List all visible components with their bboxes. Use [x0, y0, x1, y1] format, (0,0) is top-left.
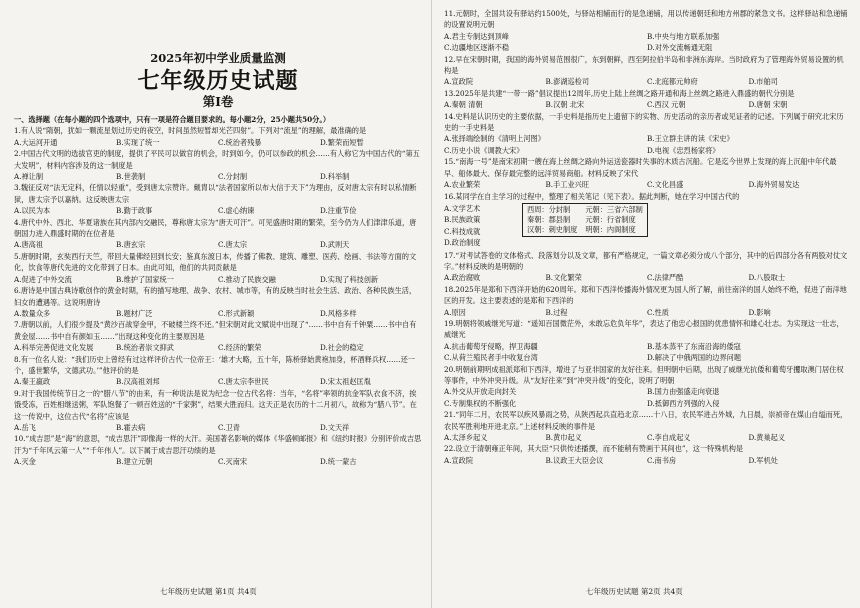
answer-option: D.科举制: [320, 172, 350, 182]
question-stem: 18.2025年是郑和下西洋开始的620周年。郑和下西洋传播海外情况更为国人所了解，前往南洋的国人始终不绝，促进了南洋地区的开发。这主要表述的是郑和下西洋的: [444, 284, 847, 306]
option-row: [444, 432, 850, 443]
answer-option: B.手工业兴旺: [545, 180, 590, 190]
answer-option: A.秦王嬴政: [14, 377, 51, 387]
question-item: [14, 251, 422, 285]
answer-option: A.大运河开通: [14, 137, 58, 147]
answer-option: D.唐朝 宋朝: [748, 100, 788, 110]
answer-option: D.军机处: [748, 455, 778, 465]
question-item: [14, 319, 422, 353]
question-item: [14, 182, 422, 216]
right-question-list: [444, 8, 850, 466]
answer-option: C.从荷兰殖民者手中收复台湾: [444, 353, 538, 363]
question-item: [14, 285, 422, 319]
answer-option: B.王立群主讲的读《宋史》: [647, 134, 734, 144]
answer-option: C.虚心纳谏: [218, 206, 255, 216]
exam-title: 2025年初中学业质量监测: [150, 51, 286, 65]
option-row: [444, 42, 850, 53]
answer-option: A.宣政院: [444, 77, 474, 87]
question-stem: 7.唐朝以前，人们很少提及“黄沙百战穿金甲，不破楼兰终不还。”但宋朝对此文赋说中出现了“……书中自有千钟粟……书中自有黄金屋……书中自有颜如玉……”出现这种变化的主要原因是: [14, 320, 417, 341]
question-stem: 5.唐朝时期，玄奘西行天竺，带回大量佛经回到长安；鉴真东渡日本，传播了佛教、建筑、雕塑、医药、绘画、书法等方面的文化，饮食等唐代先进的文化带到了日本。由此可知，他们的共同贡献是: [14, 251, 417, 273]
answer-option: B.过程: [545, 307, 568, 317]
question-stem: 8.有一位名人说：“我们历史上曾经有过这样评价古代一位帝王：‘雄才大略，五十年，陈桥驿始黄袍加身，杯酒释兵权……还一个，盛世繁华，文德武功。’”他评价的是: [14, 354, 415, 375]
option-row: [14, 239, 422, 250]
answer-option: D.市舶司: [748, 77, 778, 87]
notes-table: [522, 203, 648, 237]
notes-table-cell: 元朝：行省制度: [585, 214, 636, 224]
answer-option: B.民族政策: [444, 215, 481, 225]
question-stem: 4.唐代中外、西北、华夏诸族在其内部内交融民，尊称唐太宗为“唐天可汗”。可见盛唐时期的繁荣，至今仍为人们津津乐道，唐朝国力进入鼎盛时期的在位者是: [14, 217, 417, 239]
answer-option: B.汉朝 北宋: [545, 100, 585, 110]
notes-table-cell: 元朝：三省六部制: [585, 204, 643, 214]
answer-option: D.解决了中俄两国的边界问题: [647, 353, 742, 363]
question-item: [444, 364, 850, 410]
notes-table-cell: 秦朝：郡县制: [527, 214, 571, 224]
left-column: [14, 76, 422, 468]
option-row: [444, 145, 850, 156]
answer-option: B.勤于政事: [116, 206, 153, 216]
answer-option: D.注重节俭: [320, 206, 357, 216]
q16-materials: [444, 203, 850, 249]
option-row: [14, 274, 422, 285]
option-row: [14, 376, 422, 387]
answer-option: C.灭南宋: [218, 457, 248, 467]
question-stem: 15.“南海一号”是南宋初期一艘在海上丝绸之路向外运送瓷器时失事的木质古沉船。它是迄今世界上发现的海上沉船中年代最早、船体最大、保存最完整的远洋贸易商船。材料反映了宋代: [444, 157, 837, 178]
notes-table-cell: 明朝：内阁制度: [585, 224, 636, 234]
answer-option: A.农业繁荣: [444, 180, 481, 190]
answer-option: C.卫青: [218, 422, 240, 432]
answer-option: D.武则天: [320, 240, 350, 250]
option-row: [444, 31, 850, 42]
answer-option: A.抗击葡萄牙侵略，捍卫海疆: [444, 341, 538, 351]
answer-option: D.影响: [748, 307, 771, 317]
answer-option: A.政治腐败: [444, 273, 481, 283]
question-stem: 17.“对考试答卷的文体格式、段落划分以及文章，都有严格规定，一篇文章必须分成八个部分，其中的后四部分各有两股对仗文字。”材料反映的是明朝的: [444, 250, 848, 271]
left-question-list: [14, 125, 422, 467]
question-stem: 11.元朝时，全国共设有驿站约1500处，与驿站相辅而行的是急递铺，用以传递朝廷和地方州郡的紧急文书。这样驿站和急递铺的设置说明元朝: [444, 9, 848, 30]
answer-option: C.北庭都元帅府: [647, 77, 698, 87]
answer-option: D.繁荣而短暂: [320, 137, 364, 147]
question-item: [14, 433, 422, 467]
answer-option: D.风格多样: [320, 308, 357, 318]
option-row: [444, 455, 850, 466]
answer-option: C.推动了民族交融: [218, 274, 276, 284]
answer-option: D.海外贸易发达: [748, 180, 800, 190]
question-item: [444, 88, 850, 111]
answer-option: C.科技成就: [444, 226, 481, 236]
answer-option: B.议政王大臣会议: [545, 455, 604, 465]
answer-option: B.建立元朝: [116, 457, 153, 467]
answer-option: A.促进了中外交流: [14, 274, 72, 284]
question-stem: 12.早在宋朝时期，我国的海外贸易范围很广，东到朝鲜，西至阿拉伯半岛和非洲东海岸。当时政府为了管理海外贸易设置的机构是: [444, 54, 844, 76]
question-item: [14, 125, 422, 148]
option-row: [444, 386, 850, 397]
section-instructions: 一、选择题（在每小题的四个选项中，只有一项是符合题目要求的。每小题2分，25小题共50分。）: [14, 115, 331, 124]
exam-subject-title: 七年级历史试题: [137, 68, 299, 94]
answer-option: A.数量众多: [14, 308, 51, 318]
question-stem: 22.设立于清朝雍正年间，其大臣“只供传述播撰，而不能稍有赞画于其间也”，这一特殊机构是: [444, 444, 744, 454]
answer-option: C.南书房: [647, 455, 677, 465]
option-row: [14, 137, 422, 148]
answer-option: B.黄巾起义: [545, 433, 582, 443]
answer-option: B.统治者崇文抑武: [116, 343, 174, 353]
option-row: [14, 205, 422, 216]
exam-part-label: 第Ⅰ卷: [202, 94, 234, 109]
notes-table-cell: 汉朝：刺史制度: [527, 224, 578, 234]
answer-option: C.专制集权的不断强化: [444, 398, 517, 408]
question-stem: 13.2025年是共建“一带一路”倡议提出12周年,历史上陆上丝绸之路开通和海上丝绸之路进入鼎盛的朝代分别是: [444, 88, 795, 98]
answer-option: D.文天祥: [320, 422, 350, 432]
question-stem: 6.唐诗是中国古典诗歌创作的黄金时期，有的描写地理、战争、农村、城市等，有的反映当时社会生活、政治、各种民族生活，妇女的遭遇等。这说明唐诗: [14, 286, 417, 307]
answer-option: A.禅让制: [14, 172, 44, 182]
question-item: [444, 8, 850, 54]
answer-option: D.对外交流畅通无阻: [647, 43, 713, 53]
answer-option: C.李自成起义: [647, 433, 691, 443]
answer-option: C.边疆地区逐渐不稳: [444, 43, 510, 53]
answer-option: A.外交从开放走向封关: [444, 387, 517, 397]
answer-option: B.世袭制: [116, 172, 146, 182]
answer-option: B.中央与地方联系加强: [647, 31, 720, 41]
option-row: [14, 171, 422, 182]
answer-option: A.岳飞: [14, 422, 36, 432]
answer-option: D.抵御西方列强的入侵: [647, 398, 720, 408]
answer-option: A.宣政院: [444, 455, 474, 465]
option-row: [14, 342, 422, 353]
answer-option: D.社会的稳定: [320, 343, 364, 353]
answer-option: A.张择端绘制的《清明上河图》: [444, 134, 545, 144]
option-row: [14, 456, 422, 467]
option-row: [444, 76, 850, 87]
option-row: [444, 133, 850, 144]
answer-option: D.统一蒙古: [320, 457, 357, 467]
answer-option: A.以民为本: [14, 206, 51, 216]
answer-option: A.灭金: [14, 457, 36, 467]
answer-option: C.历史小说《调教大宋》: [444, 145, 524, 155]
question-item: [444, 318, 850, 364]
answer-option: D.宋太祖赵匡胤: [320, 377, 371, 387]
answer-option: B.题材广泛: [116, 308, 153, 318]
answer-option: C.分封制: [218, 172, 248, 182]
right-column: [444, 8, 850, 466]
answer-option: C.唐太宗: [218, 240, 248, 250]
question-item: [444, 54, 850, 88]
question-item: [444, 250, 850, 284]
question-stem: 3.魏征反对“法无定科，任情以轻重”，受到唐太宗赞许。戴胄以“法者国家所以布大信于天下”为理由，反对唐太宗有时以私情断狱，唐太宗予以嘉纳。这反映唐太宗: [14, 183, 417, 204]
option-row: [444, 398, 850, 409]
question-stem: 10.“成吉思”是“海”的意思，“成吉思汗”即像海一样的大汗。美国著名影响的媒体《华盛顿邮报》和《纽约时报》分别评价成吉思汗为“千年风云第一人”“千年伟人”。以下属于成吉思汗功绩的是: [14, 434, 422, 455]
question-item: [444, 111, 850, 157]
answer-option: A.太泽乡起义: [444, 433, 488, 443]
answer-option: D.政治制度: [444, 238, 481, 248]
page-fold: [431, 0, 432, 608]
option-row: [14, 308, 422, 319]
question-stem: 14.史料是认识历史的主要依据，一手史料是指历史上遗留下的实物、历史活动的亲历者或见证者的记述。下列属于研究北宋历史的一手史料是: [444, 111, 844, 133]
footer-left: 七年级历史试题 第1页 共4页: [160, 587, 257, 596]
answer-option: C.经济的繁荣: [218, 343, 262, 353]
answer-option: C.文化昌盛: [647, 180, 684, 190]
q16-options: [444, 203, 514, 249]
footer-right: 七年级历史试题 第2页 共4页: [586, 587, 683, 596]
option-row: [444, 272, 850, 283]
answer-option: A.原因: [444, 307, 466, 317]
answer-option: A.秦朝 清朝: [444, 100, 483, 110]
answer-option: C.形式新颖: [218, 308, 255, 318]
answer-option: C.统治者残暴: [218, 137, 262, 147]
question-item: [444, 156, 850, 190]
option-row: [444, 179, 850, 190]
answer-option: A.文学艺术: [444, 203, 481, 213]
answer-option: C.性质: [647, 307, 669, 317]
notes-table-cell: 西周：分封制: [527, 204, 571, 214]
question-stem: 9.对于我国传统节日之一的“腊八节”的由来，有一种说法是说为纪念一位古代名将：当年，“名将”率领的抗金军队衣食不济，挨饿受冻，百姓相继送粥，军队饱餐了一顿百姓送的“千家粥”，结果大胜而归。这天正是农历的十二月初八，故称为“腊八节”。在这一传说中，这位古代“名将”应该是: [14, 388, 417, 421]
answer-option: C.唐太宗李世民: [218, 377, 269, 387]
question-stem: 19.明朝将领戚继光写道：“遥知百国微茫外，未敢忘危负年华”，表达了他忠心报国的优患情怀和雄心壮志。为实现这一壮志，威继光: [444, 318, 844, 340]
option-row: [444, 341, 850, 352]
answer-option: C.法律严酷: [647, 273, 684, 283]
option-row: [14, 422, 422, 433]
question-item: [444, 409, 850, 443]
option-row: [444, 99, 850, 110]
question-item: [14, 354, 422, 388]
answer-option: B.国力由强盛走向衰退: [647, 387, 720, 397]
answer-option: B.霍去病: [116, 422, 146, 432]
answer-option: B.汉高祖刘邦: [116, 377, 160, 387]
question-stem: 20.明朝前期明成祖派郑和下西洋，增进了与亚非国家的友好往来。但明朝中后期，出现了威继光抗倭和葡萄牙攫取澳门居住权等事件，中外冲突升级。从“友好往来”到“冲突升级”的变化，说明了明朝: [444, 364, 844, 385]
answer-option: B.文化繁荣: [545, 273, 582, 283]
answer-option: D.黄巢起义: [748, 433, 786, 443]
question-stem: 1.有人说“隋朝，犹如一颗流星划过历史的夜空，时间虽然短暂却光芒四射”。下列对“流星”的理解，最准确的是: [14, 126, 367, 136]
question-stem: 16.某同学在自主学习的过程中，整理了相关笔记（见下表）。据此判断，她在学习中国古代的: [444, 191, 740, 201]
question-item: [14, 217, 422, 251]
answer-option: A.君主专制达到顶峰: [444, 31, 509, 41]
answer-option: B.澎湖巡检司: [545, 77, 590, 87]
option-row: [444, 352, 850, 363]
answer-option: D.实现了科技创新: [320, 274, 379, 284]
answer-option: B.维护了国家统一: [116, 274, 174, 284]
question-item: [14, 388, 422, 434]
question-item: [14, 148, 422, 182]
answer-option: A.唐高祖: [14, 240, 44, 250]
question-item: [444, 191, 850, 202]
question-item: [444, 443, 850, 466]
answer-option: B.唐玄宗: [116, 240, 146, 250]
answer-option: A.科举完善促进文化发展: [14, 343, 94, 353]
question-stem: 21.“同年二月，农民军以疾风暴雨之势，从陕西起兵直趋北京……十八日，农民军进占外城，九日晨，崇祯帝在煤山自缢而死，农民军胜利地开进北京。”上述材料反映的事件是: [444, 410, 848, 431]
answer-option: B.基本蒸平了东南沿海的倭寇: [647, 341, 741, 351]
question-stem: 2.中国古代文明的选拔官吏的制度，提供了平民可以做官的机会，时到如今，仍可以参政的机会……有人称它为中国古代的“第五大发明”，材料内容涉及的这一制度是: [14, 149, 420, 170]
answer-option: C.西汉 元朝: [647, 100, 686, 110]
answer-option: B.实现了统一: [116, 137, 160, 147]
answer-option: D.电视《忠烈杨家将》: [647, 145, 720, 155]
question-item: [444, 284, 850, 318]
answer-option: D.八股取士: [748, 273, 786, 283]
option-row: [444, 307, 850, 318]
